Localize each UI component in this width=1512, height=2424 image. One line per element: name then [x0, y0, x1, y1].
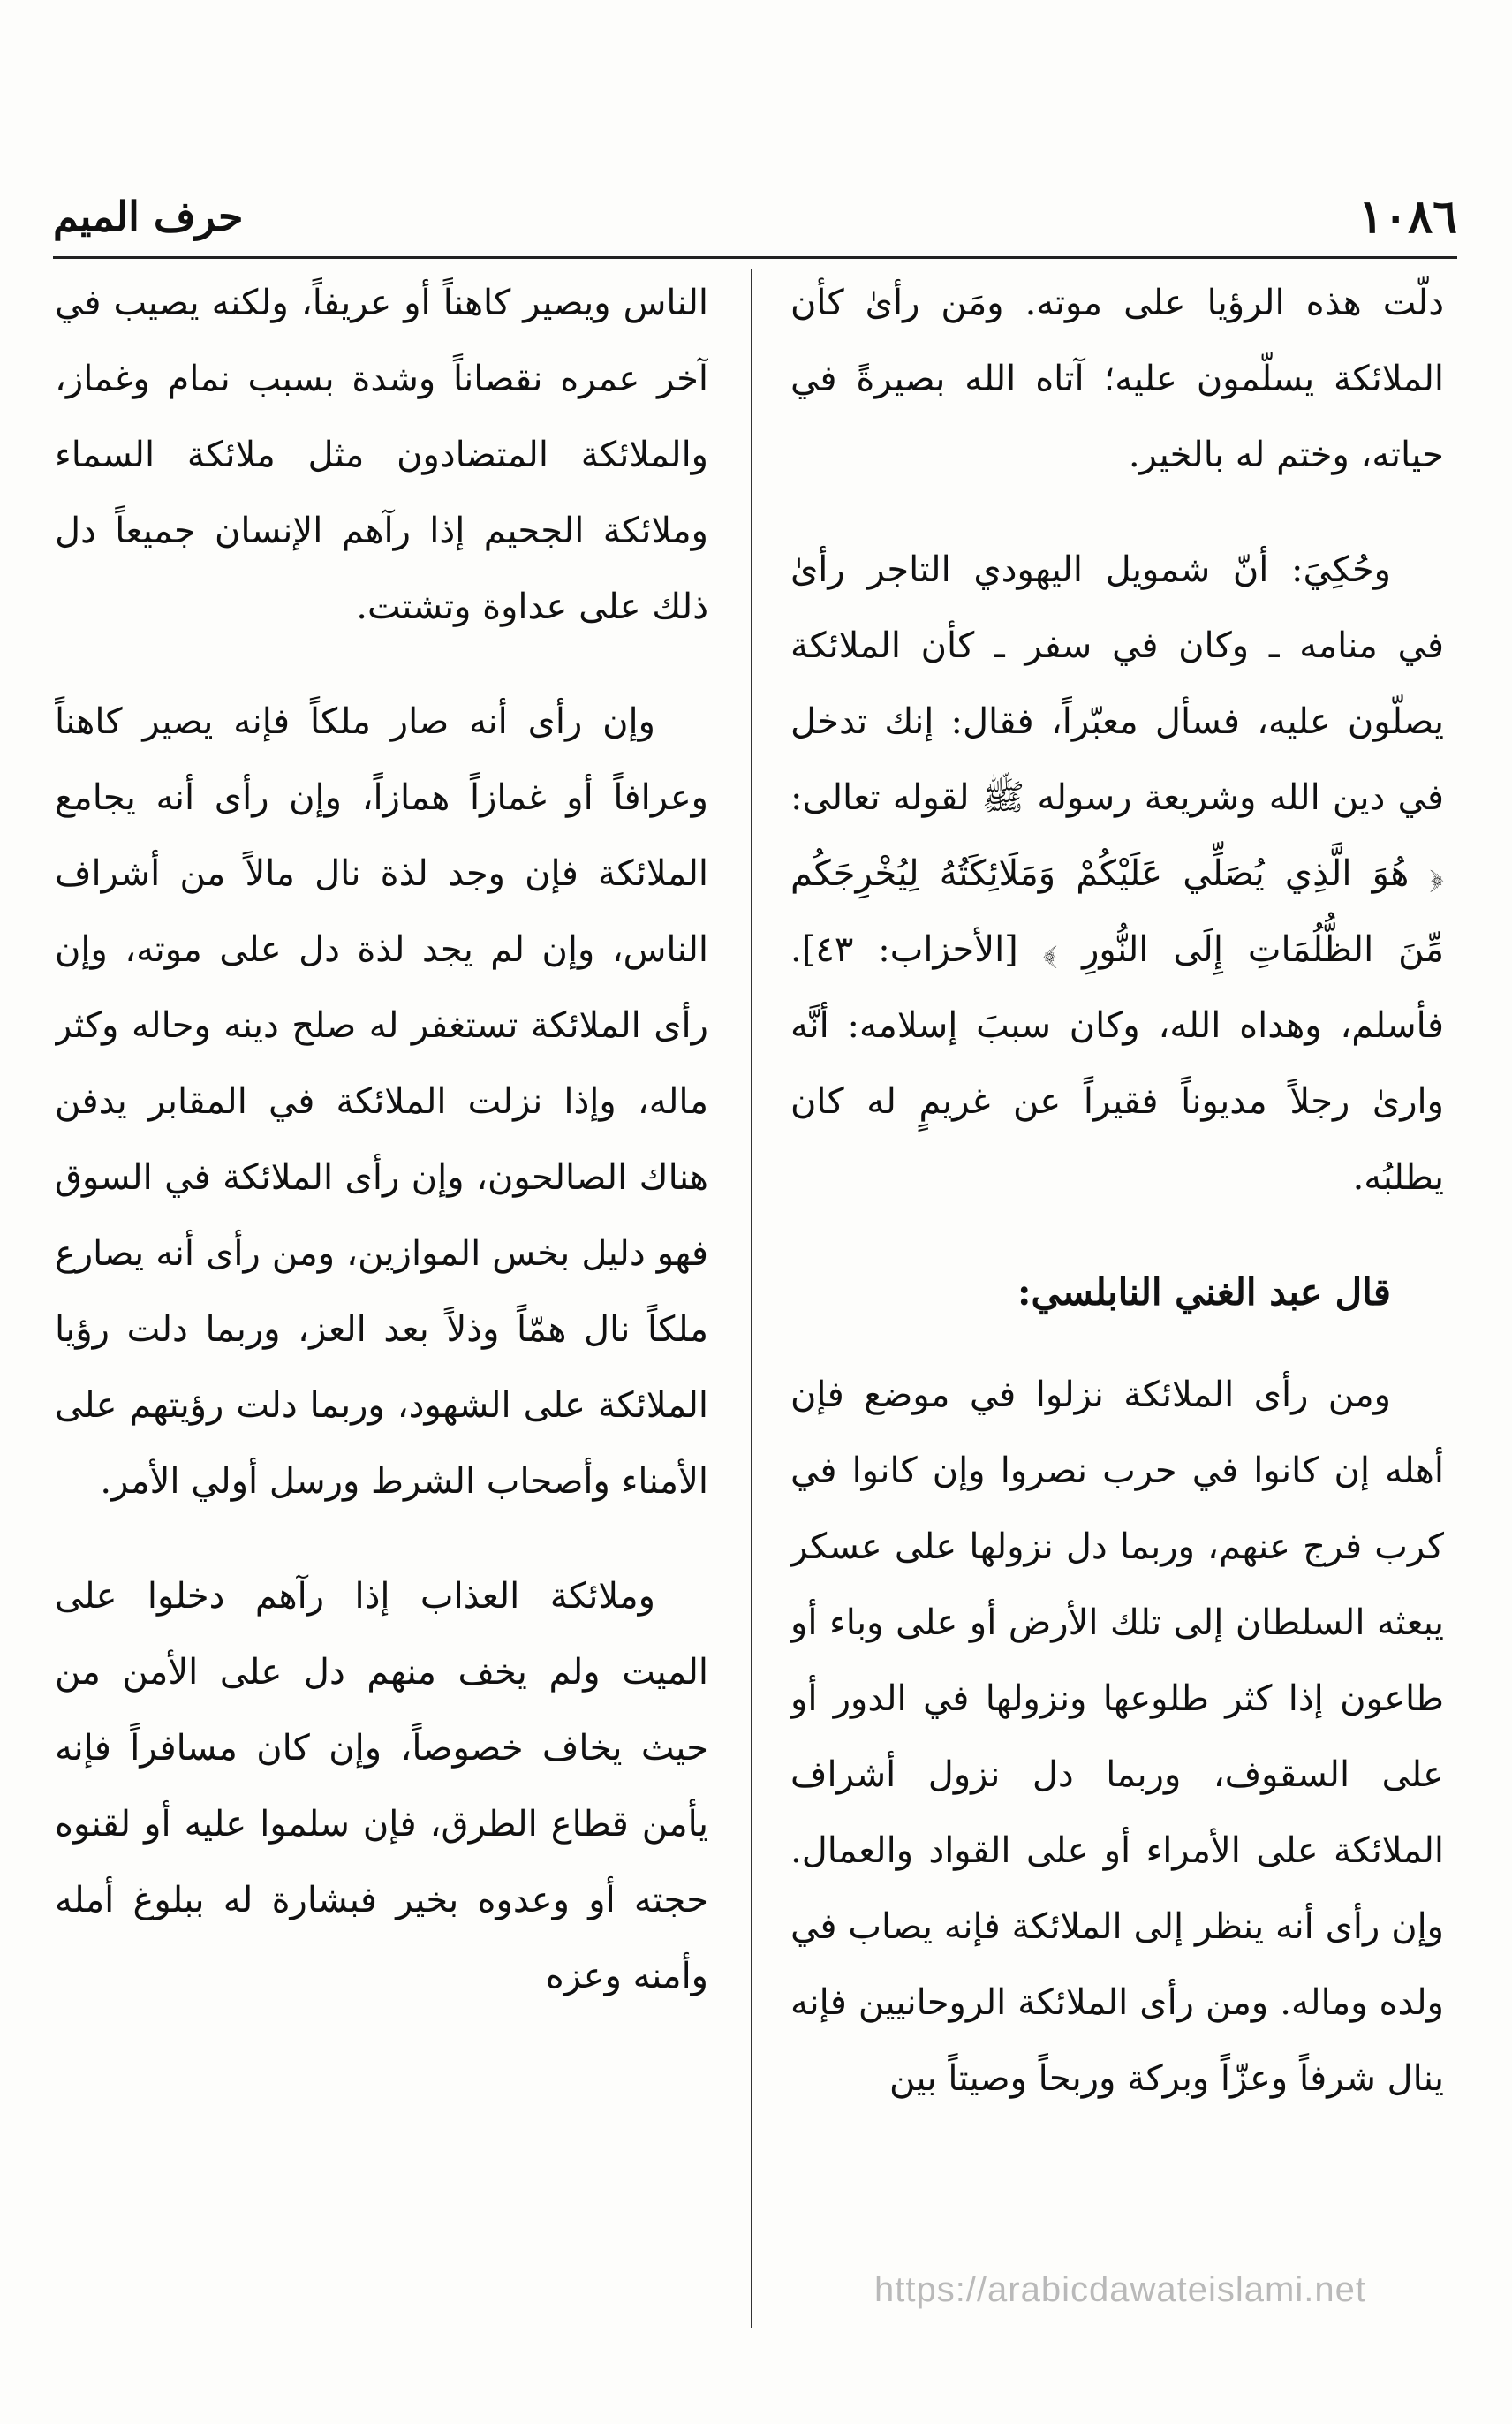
page-number: ١٠٨٦ [1358, 189, 1457, 244]
paragraph: وحُكِيَ: أنّ شمويل اليهودي التاجر رأىٰ في منامه ـ وكان في سفر ـ كأن الملائكة يصلّون عليه، فسأل معبّراً، فقال: إنك تدخل في دين الله وشريعة رسوله ﷺ لقوله تعالى: ﴿ هُوَ الَّذِي يُصَلِّي عَلَيْكُمْ وَمَلَائِكَتُهُ لِيُخْرِجَكُم مِّنَ الظُّلُمَاتِ إِلَى النُّورِ ﴾ [الأحزاب: ٤٣]. فأسلم، وهداه الله، وكان سببَ إسلامه: أنَّه وارىٰ رجلاً مديوناً فقيراً عن غريمٍ له كان يطلبُه. [790, 549, 1444, 1198]
column-divider [751, 269, 752, 2328]
paragraph: الناس ويصير كاهناً أو عريفاً، ولكنه يصيب في آخر عمره نقصاناً وشدة بسبب نمام وغماز، والملائكة المتضادون مثل ملائكة السماء وملائكة الجحيم إذا رآهم الإنسان جميعاً دل ذلك على عداوة وتشتت. [55, 283, 708, 627]
page-header [53, 177, 1457, 259]
watermark-url: https://arabicdawateislami.net [874, 2270, 1366, 2309]
running-head: حرف الميم [53, 193, 244, 240]
paragraph: ومن رأى الملائكة نزلوا في موضع فإن أهله إن كانوا في حرب نصروا وإن كانوا في كرب فرج عنهم، وربما دل نزولها على عسكر يبعثه السلطان إلى تلك الأرض أو على وباء أو طاعون إذا كثر طلوعها ونزولها في الدور أو على السقوف، وربما دل نزول أشراف الملائكة على الأمراء أو على القواد والعمال. وإن رأى أنه ينظر إلى الملائكة فإنه يصاب في ولده وماله. ومن رأى الملائكة الروحانيين فإنه ينال شرفاً وعزّاً وبركة وربحاً وصيتاً بين [790, 1375, 1444, 2099]
paragraph: دلّت هذه الرؤيا على موته. ومَن رأىٰ كأن الملائكة يسلّمون عليه؛ آتاه الله بصيرةً في حياته، وختم له بالخير. [790, 283, 1444, 475]
right-column [790, 265, 1444, 2341]
section-subhead: قال عبد الغني النابلسي: [1017, 1270, 1391, 1314]
paragraph: وإن رأى أنه صار ملكاً فإنه يصير كاهناً وعرافاً أو غمازاً همازاً، وإن رأى أنه يجامع الملائكة فإن وجد لذة نال مالاً من أشراف الناس، وإن لم يجد لذة دل على موته، وإن رأى الملائكة تستغفر له صلح دينه وحاله وكثر ماله، وإذا نزلت الملائكة في المقابر يدفن هناك الصالحون، وإن رأى الملائكة في السوق فهو دليل بخس الموازين، ومن رأى أنه يصارع ملكاً نال همّاً وذلاً بعد العز، وربما دلت رؤيا الملائكة على الشهود، وربما دلت رؤيتهم على الأمناء وأصحاب الشرط ورسل أولي الأمر. [55, 701, 708, 1502]
left-column [55, 265, 708, 2341]
paragraph: وملائكة العذاب إذا رآهم دخلوا على الميت ولم يخف منهم دل على الأمن من حيث يخاف خصوصاً، وإن كان مسافراً فإنه يأمن قطاع الطرق، فإن سلموا عليه أو لقنوه حجته أو وعدوه بخير فبشارة له ببلوغ أمله وأمنه وعزه [55, 1576, 708, 1996]
